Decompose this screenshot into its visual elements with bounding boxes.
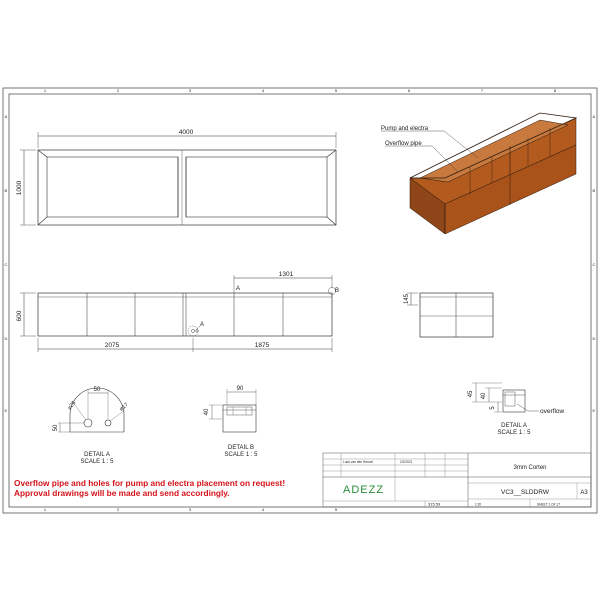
detail-a-left-title: DETAIL A xyxy=(84,452,110,458)
detail-a-left-hole2: ⌀17 xyxy=(118,402,130,413)
zone-col-2: 2 xyxy=(116,88,120,93)
side-view xyxy=(407,293,493,337)
title-block-weight: 315.59 xyxy=(428,501,441,507)
zone-row-e-right: E xyxy=(592,408,596,413)
detail-b-height: 40 xyxy=(204,408,210,416)
zone-col-6: 6 xyxy=(407,88,411,93)
front-view-marker-a1: A xyxy=(236,286,241,292)
iso-label-pump: Pump and electra xyxy=(381,126,429,132)
detail-b xyxy=(209,389,256,432)
detail-a-right-title: DETAIL A xyxy=(501,423,527,429)
detail-a-left-hole1: ⌀26 xyxy=(66,400,78,412)
side-view-outer xyxy=(420,293,493,337)
front-view-marker-a2: A xyxy=(200,322,205,328)
zone-col-2-bottom: 2 xyxy=(116,507,120,512)
zone-row-a-right: A xyxy=(592,114,596,119)
zone-col-7: 7 xyxy=(480,88,484,93)
zone-col-1-bottom: 1 xyxy=(43,507,47,512)
zone-row-a-left: A xyxy=(4,114,8,119)
approval-note xyxy=(14,478,314,498)
zone-row-b-left: B xyxy=(4,188,8,193)
top-view-right-inner xyxy=(186,157,327,217)
detail-a-right-label: overflow xyxy=(540,408,565,415)
detail-a-left-shape xyxy=(70,388,124,432)
zone-columns-bottom xyxy=(44,507,338,512)
top-view-left-inner xyxy=(47,157,178,217)
top-view-width-dim: 4000 xyxy=(178,129,194,136)
zone-row-d-right: D xyxy=(592,336,596,341)
front-view-dim-left: 2075 xyxy=(104,342,120,349)
front-view-outer xyxy=(38,293,332,336)
front-view-marker-b: B xyxy=(335,288,340,294)
approval-note-line-1: Overflow pipe and holes for pump and electra placement on request! xyxy=(14,478,286,488)
detail-b-outer xyxy=(223,405,256,432)
detail-a-left-height: 50 xyxy=(53,424,59,432)
detail-b-title: DETAIL B xyxy=(227,445,255,451)
top-view-depth-dim: 1000 xyxy=(16,180,23,196)
detail-a-right-dim-a: 45 xyxy=(468,390,474,398)
zone-col-5: 5 xyxy=(334,88,338,93)
zone-row-c-right: C xyxy=(592,262,596,267)
detail-a-right-shape xyxy=(503,390,525,412)
zone-row-b-right: B xyxy=(592,188,596,193)
detail-a-right-dim-b: 40 xyxy=(481,392,487,400)
title-block-sheet: SHEET 1 OF 17 xyxy=(537,502,560,507)
zone-row-d-left: D xyxy=(4,336,8,341)
zone-col-1: 1 xyxy=(43,88,47,93)
detail-a-right-dim-c: 5 xyxy=(490,406,496,410)
detail-a-left-scale: SCALE 1 : 5 xyxy=(80,459,114,465)
detail-b-width: 90 xyxy=(236,386,244,392)
zone-col-4-bottom: 4 xyxy=(261,507,265,512)
title-block-scale: 1:20 xyxy=(475,502,482,507)
front-view-dim-top: 1301 xyxy=(278,271,294,278)
detail-a-right-scale: SCALE 1 : 5 xyxy=(497,430,531,436)
zone-col-8: 8 xyxy=(553,88,557,93)
zone-row-e-left: E xyxy=(4,408,8,413)
detail-a-left-width: 50 xyxy=(93,387,101,393)
title-block-logo: ADEZZ xyxy=(343,484,385,496)
zone-col-5-bottom: 5 xyxy=(334,507,338,512)
top-view-outer xyxy=(38,150,336,225)
approval-note-line-2: Approval drawings will be made and send accordingly. xyxy=(14,488,230,498)
zone-col-3-bottom: 3 xyxy=(188,507,192,512)
title-block-sheet-size: A3 xyxy=(580,490,588,496)
title-block-drawing-no: VC3__SLDDRW xyxy=(501,489,549,496)
front-view-height-dim: 600 xyxy=(16,310,23,322)
title-block-material: 3mm Corten xyxy=(513,465,547,471)
zone-col-3: 3 xyxy=(188,88,192,93)
detail-b-scale: SCALE 1 : 5 xyxy=(224,452,258,458)
side-view-height-dim: 145 xyxy=(404,293,410,305)
front-view xyxy=(20,275,336,352)
detail-a-left xyxy=(58,388,125,432)
zone-columns-top xyxy=(44,88,557,93)
iso-label-overflow: Overflow pipe xyxy=(385,141,422,147)
title-block-drawn-by: Luuk van den Heuvel xyxy=(343,460,373,464)
top-view xyxy=(20,132,336,225)
zone-row-c-left: C xyxy=(4,262,8,267)
zone-col-4: 4 xyxy=(261,88,265,93)
title-block-date: 2/2/2021 xyxy=(400,460,413,464)
front-view-dim-right: 1875 xyxy=(254,342,270,349)
